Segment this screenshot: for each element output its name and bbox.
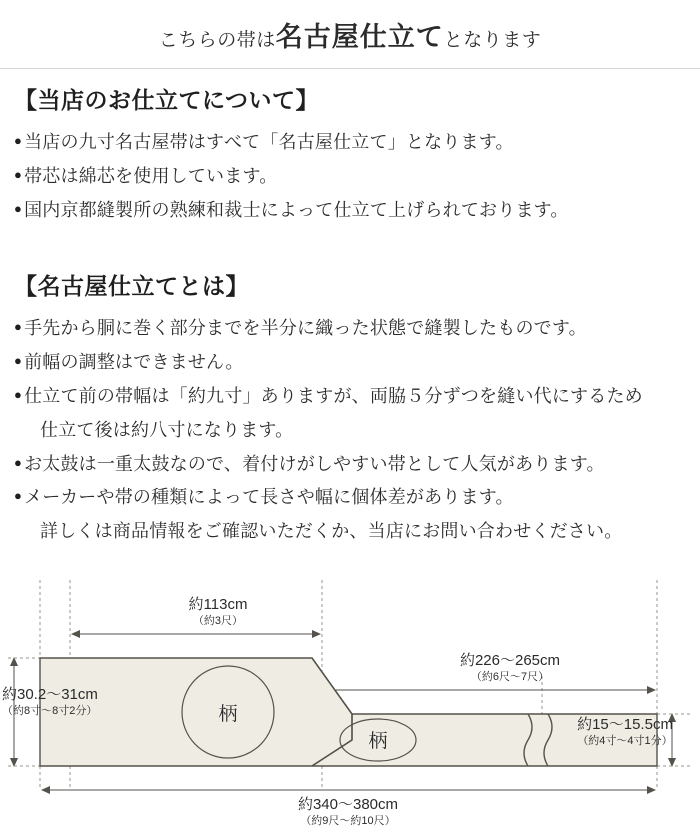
- bullet-icon: ●: [14, 319, 23, 334]
- label-width-15-15-5: [556, 716, 694, 749]
- dimension-226-265: [323, 686, 656, 694]
- list-item: [14, 484, 686, 512]
- pattern-label-small: 柄: [368, 731, 388, 752]
- bullet-icon: ●: [14, 200, 23, 216]
- list-item: [14, 197, 686, 225]
- dimension-total: [41, 786, 656, 794]
- label-length-226-265: [400, 652, 620, 685]
- bullet-icon: ●: [14, 488, 23, 504]
- list-item-text: 仕立て前の帯幅は「約九寸」ありますが、両脇５分ずつを縫い代にするため: [24, 385, 643, 406]
- list-item-text: お太鼓は一重太鼓なので、着付けがしやすい帯として人気があります。: [24, 453, 605, 474]
- label-sub: （約9尺〜約10尺）: [300, 814, 396, 827]
- label-main: 約30.2〜31cm: [2, 686, 98, 703]
- pattern-label-large: 柄: [218, 704, 238, 725]
- list-item: [14, 451, 686, 479]
- list-item-text: 前幅の調整はできません。: [24, 351, 244, 372]
- header-title: [159, 15, 542, 54]
- list-item-text: 当店の九寸名古屋帯はすべて「名古屋仕立て」となります。: [24, 132, 514, 152]
- section-about-our-tailoring: [14, 82, 686, 231]
- page-header: [0, 0, 700, 69]
- list-item-continuation: 仕立て後は約八寸になります。: [40, 419, 294, 440]
- list-item-text: 国内京都縫製所の熟練和裁士によって仕立て上げられております。: [24, 199, 569, 220]
- obi-dimension-diagram: [0, 568, 700, 840]
- label-main: 約15〜15.5cm: [577, 716, 673, 733]
- bullet-icon: ●: [14, 133, 23, 148]
- bullet-icon: ●: [14, 352, 23, 368]
- list-item: [14, 349, 686, 377]
- label-main: 約113cm: [188, 596, 248, 613]
- label-sub: （約8寸〜8寸2分）: [2, 704, 98, 717]
- bullet-icon: ●: [14, 454, 23, 470]
- label-main: 約226〜265cm: [459, 652, 561, 669]
- list-item-text: メーカーや帯の種類によって長さや幅に個体差があります。: [24, 487, 514, 508]
- label-sub: （約4寸〜4寸1分）: [577, 734, 673, 747]
- list-item: [14, 129, 686, 157]
- label-total-340-380: [218, 796, 478, 829]
- label-main: 約340〜380cm: [297, 796, 399, 813]
- list-item: [14, 383, 686, 411]
- label-sub: （約3尺）: [192, 614, 244, 627]
- header-prefix: こちらの帯は: [158, 29, 276, 51]
- section-title: 【名古屋仕立てとは】: [14, 273, 249, 299]
- bullet-icon: ●: [14, 166, 23, 182]
- list-item-text: 帯芯は綿芯を使用しています。: [24, 165, 278, 186]
- label-width-30-2-31: [0, 686, 122, 719]
- section-what-is-nagoya-tailoring: [14, 268, 686, 552]
- dimension-113: [71, 630, 321, 638]
- list-item-text: 手先から胴に巻く部分までを半分に織った状態で縫製したものです。: [24, 318, 587, 338]
- label-length-113: [128, 596, 308, 629]
- bullet-icon: ●: [14, 386, 23, 402]
- label-sub: （約6尺〜7尺）: [470, 670, 550, 683]
- list-item-continuation: 詳しくは商品情報をご確認いただくか、当店にお問い合わせください。: [40, 521, 623, 542]
- section-title: 【当店のお仕立てについて】: [14, 87, 320, 113]
- list-item: [14, 315, 686, 343]
- header-emphasis: 名古屋仕立て: [275, 21, 444, 52]
- list-item: [14, 163, 686, 191]
- header-suffix: となります: [443, 29, 542, 51]
